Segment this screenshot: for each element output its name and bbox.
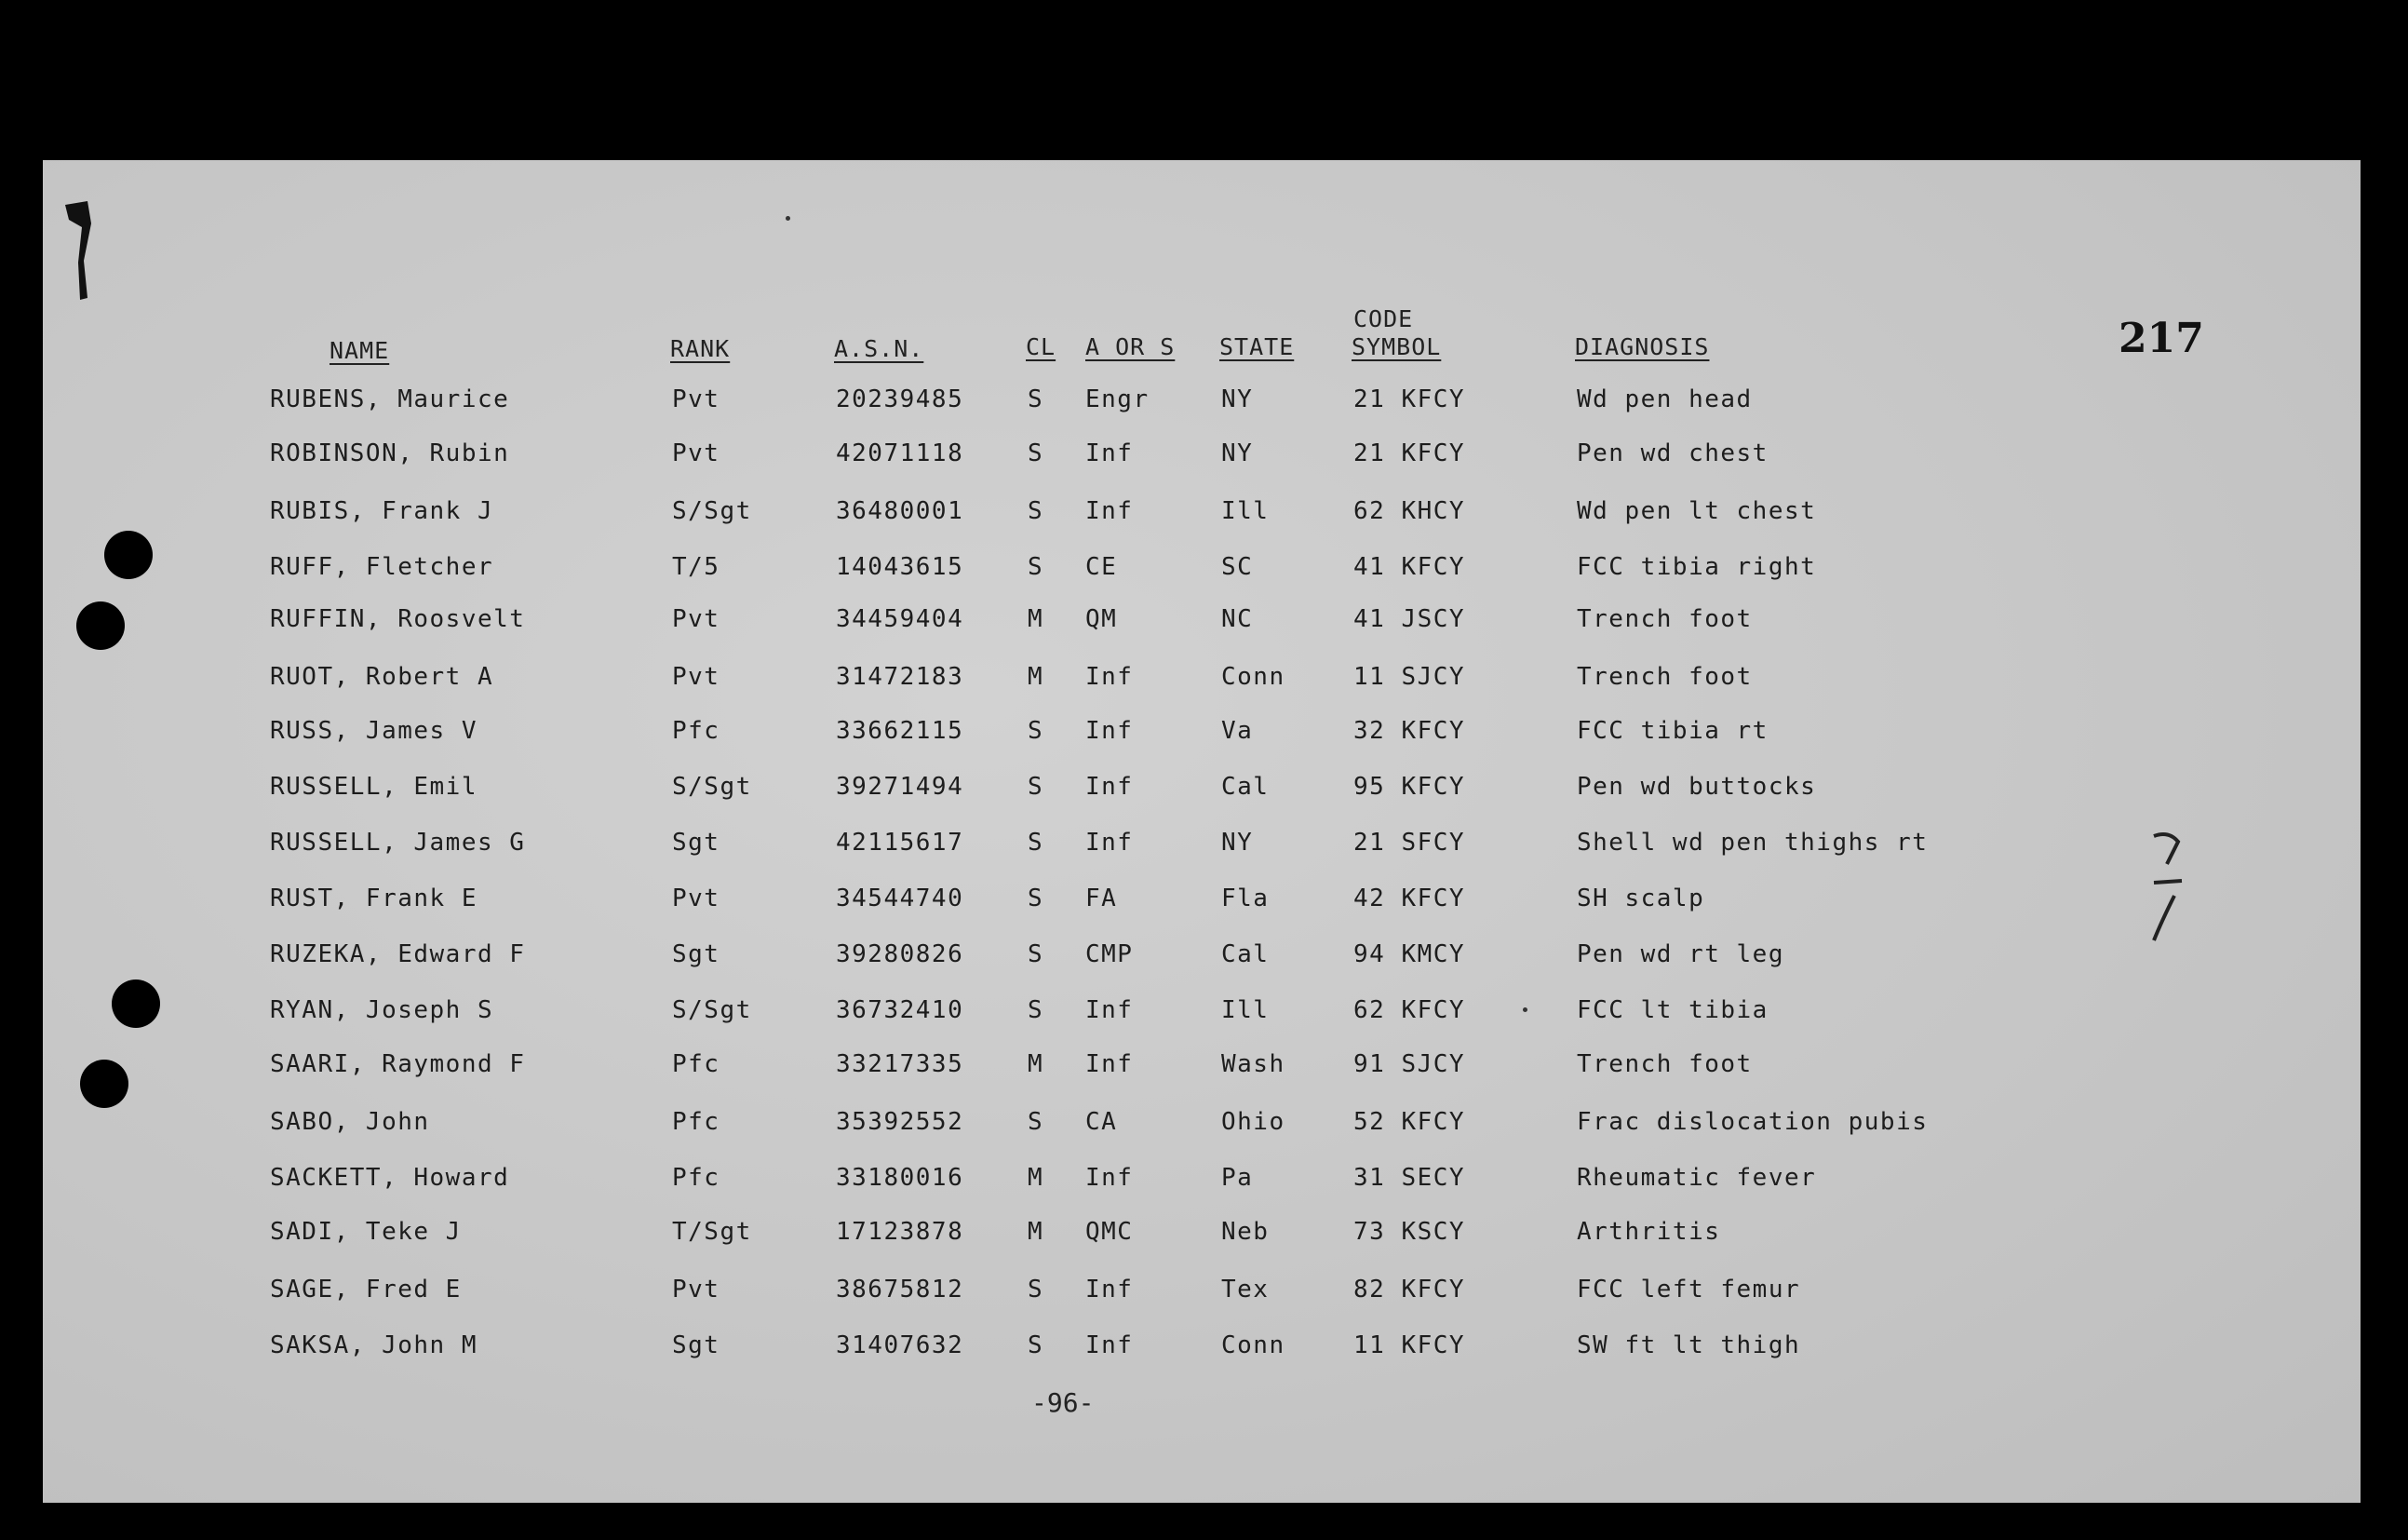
code-cell: 52 KFCY [1353,1108,1466,1136]
name-cell: RUZEKA, Edward F [270,940,526,968]
margin-handwriting [2141,829,2197,950]
name-cell: ROBINSON, Rubin [270,439,510,467]
diagnosis-cell: FCC tibia rt [1577,717,1769,745]
code-cell: 11 SJCY [1353,663,1466,691]
name-cell: SABO, John [270,1108,430,1136]
asn-cell: 31472183 [836,663,964,691]
name-cell: SAARI, Raymond F [270,1050,526,1078]
rank-cell: Pvt [672,605,720,633]
table-row [0,1108,2408,1145]
table-row [0,885,2408,922]
diagnosis-cell: Arthritis [1577,1218,1721,1246]
header-diagnosis: DIAGNOSIS [1575,333,1710,360]
name-cell: RYAN, Joseph S [270,996,494,1024]
table-row [0,996,2408,1033]
table-row [0,553,2408,590]
ink-speck [786,216,790,221]
arm-cell: Engr [1085,385,1150,413]
class-cell: S [1028,773,1044,801]
table-row [0,497,2408,534]
header-code-top: CODE [1353,305,1414,332]
diagnosis-cell: Shell wd pen thighs rt [1577,829,1929,857]
diagnosis-cell: Frac dislocation pubis [1577,1108,1929,1136]
code-cell: 32 KFCY [1353,717,1466,745]
name-cell: SAKSA, John M [270,1331,478,1359]
table-row [0,1050,2408,1087]
state-cell: NY [1221,829,1254,857]
diagnosis-cell: Trench foot [1577,1050,1753,1078]
code-cell: 94 KMCY [1353,940,1466,968]
asn-cell: 34459404 [836,605,964,633]
rank-cell: Pfc [672,1108,720,1136]
table-row [0,1331,2408,1369]
asn-cell: 33662115 [836,717,964,745]
diagnosis-cell: Pen wd rt leg [1577,940,1784,968]
asn-cell: 38675812 [836,1276,964,1304]
diagnosis-cell: Pen wd buttocks [1577,773,1817,801]
diagnosis-cell: Rheumatic fever [1577,1164,1817,1192]
diagnosis-cell: Trench foot [1577,663,1753,691]
state-cell: Tex [1221,1276,1270,1304]
arm-cell: CA [1085,1108,1118,1136]
state-cell: Ill [1221,996,1270,1024]
rank-cell: Pvt [672,663,720,691]
rank-cell: Pfc [672,1164,720,1192]
class-cell: S [1028,1331,1044,1359]
arm-cell: Inf [1085,1276,1134,1304]
class-cell: M [1028,1164,1044,1192]
state-cell: Ohio [1221,1108,1285,1136]
rank-cell: S/Sgt [672,996,752,1024]
arm-cell: FA [1085,885,1118,912]
name-cell: SAGE, Fred E [270,1276,462,1304]
code-cell: 91 SJCY [1353,1050,1466,1078]
class-cell: M [1028,1218,1044,1246]
diagnosis-cell: FCC left femur [1577,1276,1801,1304]
rank-cell: T/5 [672,553,720,581]
code-cell: 21 SFCY [1353,829,1466,857]
name-cell: RUFF, Fletcher [270,553,494,581]
diagnosis-cell: Trench foot [1577,605,1753,633]
class-cell: S [1028,829,1044,857]
rank-cell: S/Sgt [672,773,752,801]
asn-cell: 34544740 [836,885,964,912]
table-row [0,605,2408,642]
state-cell: Neb [1221,1218,1270,1246]
edge-tear-mark [56,196,97,307]
arm-cell: QM [1085,605,1118,633]
class-cell: M [1028,605,1044,633]
asn-cell: 33180016 [836,1164,964,1192]
diagnosis-cell: FCC tibia right [1577,553,1817,581]
class-cell: S [1028,940,1044,968]
rank-cell: Sgt [672,829,720,857]
state-cell: Cal [1221,773,1270,801]
arm-cell: Inf [1085,829,1134,857]
header-asn: A.S.N. [834,335,924,362]
asn-cell: 14043615 [836,553,964,581]
name-cell: RUBENS, Maurice [270,385,510,413]
asn-cell: 20239485 [836,385,964,413]
table-row [0,1218,2408,1255]
table-row [0,439,2408,477]
code-cell: 73 KSCY [1353,1218,1466,1246]
state-cell: Va [1221,717,1254,745]
class-cell: S [1028,885,1044,912]
state-cell: NC [1221,605,1254,633]
state-cell: Pa [1221,1164,1254,1192]
asn-cell: 39271494 [836,773,964,801]
rank-cell: Sgt [672,940,720,968]
arm-cell: QMC [1085,1218,1134,1246]
asn-cell: 36732410 [836,996,964,1024]
class-cell: S [1028,1108,1044,1136]
asn-cell: 35392552 [836,1108,964,1136]
ink-speck [1523,1007,1527,1012]
diagnosis-cell: Wd pen lt chest [1577,497,1817,525]
arm-cell: Inf [1085,663,1134,691]
diagnosis-cell: Pen wd chest [1577,439,1769,467]
rank-cell: Pvt [672,1276,720,1304]
rank-cell: Pvt [672,885,720,912]
name-cell: RUOT, Robert A [270,663,494,691]
state-cell: Fla [1221,885,1270,912]
arm-cell: CE [1085,553,1118,581]
class-cell: S [1028,385,1044,413]
diagnosis-cell: FCC lt tibia [1577,996,1769,1024]
page-footer: -96- [1031,1387,1095,1418]
state-cell: NY [1221,439,1254,467]
header-arm: A OR S [1085,333,1176,360]
name-cell: SADI, Teke J [270,1218,462,1246]
class-cell: S [1028,497,1044,525]
code-cell: 82 KFCY [1353,1276,1466,1304]
state-cell: NY [1221,385,1254,413]
class-cell: S [1028,553,1044,581]
table-row [0,385,2408,423]
code-cell: 21 KFCY [1353,439,1466,467]
diagnosis-cell: SW ft lt thigh [1577,1331,1801,1359]
code-cell: 41 JSCY [1353,605,1466,633]
class-cell: S [1028,717,1044,745]
asn-cell: 42071118 [836,439,964,467]
class-cell: M [1028,663,1044,691]
table-row [0,663,2408,700]
name-cell: RUBIS, Frank J [270,497,494,525]
arm-cell: CMP [1085,940,1134,968]
name-cell: RUSSELL, James G [270,829,526,857]
name-cell: RUSSELL, Emil [270,773,478,801]
code-cell: 21 KFCY [1353,385,1466,413]
table-row [0,1276,2408,1313]
state-cell: Conn [1221,1331,1285,1359]
state-cell: Wash [1221,1050,1285,1078]
state-cell: SC [1221,553,1254,581]
arm-cell: Inf [1085,1164,1134,1192]
table-row [0,940,2408,978]
class-cell: S [1028,996,1044,1024]
arm-cell: Inf [1085,996,1134,1024]
name-cell: RUST, Frank E [270,885,478,912]
arm-cell: Inf [1085,773,1134,801]
diagnosis-cell: Wd pen head [1577,385,1753,413]
page-number: 217 [2119,315,2204,362]
class-cell: M [1028,1050,1044,1078]
rank-cell: S/Sgt [672,497,752,525]
class-cell: S [1028,1276,1044,1304]
arm-cell: Inf [1085,717,1134,745]
rank-cell: Pfc [672,1050,720,1078]
name-cell: SACKETT, Howard [270,1164,510,1192]
header-rank: RANK [670,335,731,362]
header-state: STATE [1219,333,1295,360]
code-cell: 95 KFCY [1353,773,1466,801]
arm-cell: Inf [1085,497,1134,525]
state-cell: Ill [1221,497,1270,525]
asn-cell: 33217335 [836,1050,964,1078]
rank-cell: Pvt [672,385,720,413]
asn-cell: 42115617 [836,829,964,857]
name-cell: RUSS, James V [270,717,478,745]
asn-cell: 39280826 [836,940,964,968]
rank-cell: T/Sgt [672,1218,752,1246]
table-row [0,1164,2408,1201]
state-cell: Conn [1221,663,1285,691]
header-cl: CL [1026,333,1056,360]
name-cell: RUFFIN, Roosvelt [270,605,526,633]
class-cell: S [1028,439,1044,467]
asn-cell: 36480001 [836,497,964,525]
diagnosis-cell: SH scalp [1577,885,1705,912]
arm-cell: Inf [1085,439,1134,467]
code-cell: 42 KFCY [1353,885,1466,912]
rank-cell: Pvt [672,439,720,467]
arm-cell: Inf [1085,1050,1134,1078]
table-row [0,829,2408,866]
code-cell: 11 KFCY [1353,1331,1466,1359]
code-cell: 41 KFCY [1353,553,1466,581]
header-name: NAME [330,337,390,364]
rank-cell: Sgt [672,1331,720,1359]
table-row [0,773,2408,810]
arm-cell: Inf [1085,1331,1134,1359]
asn-cell: 17123878 [836,1218,964,1246]
code-cell: 31 SECY [1353,1164,1466,1192]
table-row [0,717,2408,754]
code-cell: 62 KHCY [1353,497,1466,525]
state-cell: Cal [1221,940,1270,968]
rank-cell: Pfc [672,717,720,745]
asn-cell: 31407632 [836,1331,964,1359]
code-cell: 62 KFCY [1353,996,1466,1024]
header-code-bottom: SYMBOL [1352,333,1442,360]
